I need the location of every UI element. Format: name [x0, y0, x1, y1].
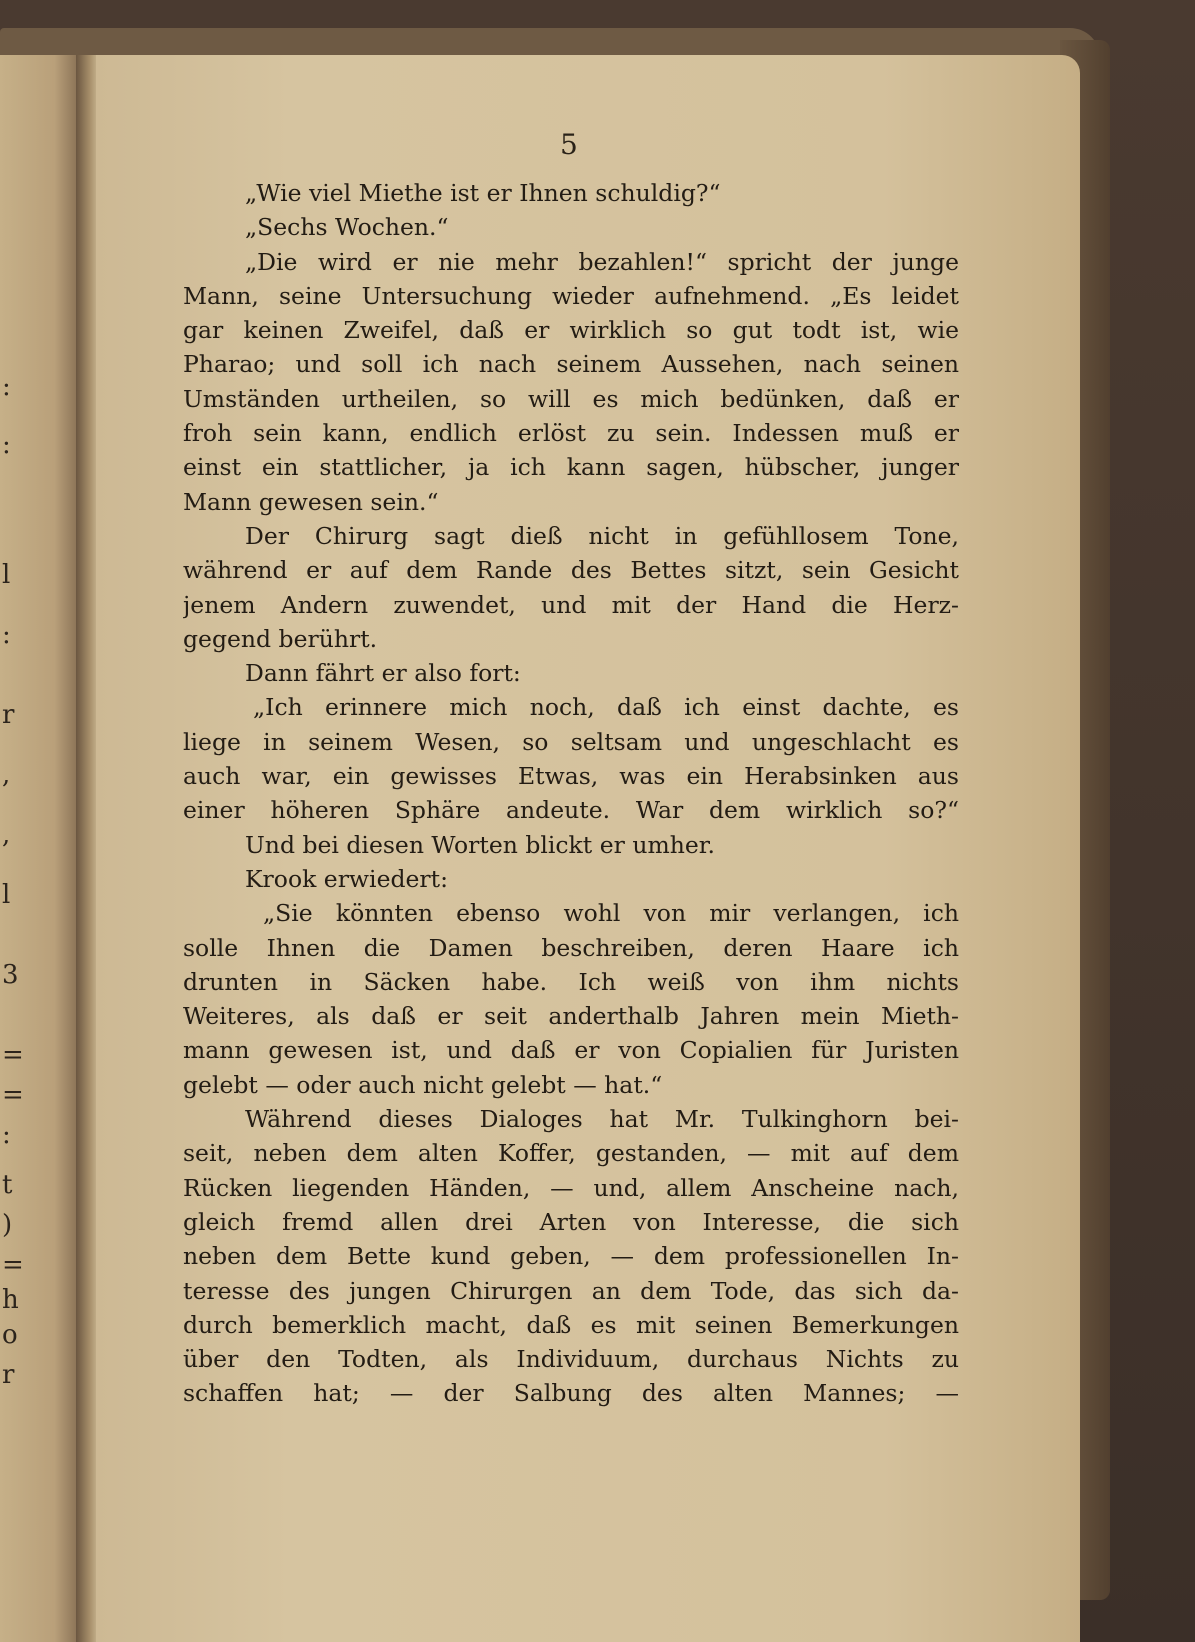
text-line: „Die wird er nie mehr bezahlen!“ spricht der junge: [245, 247, 959, 276]
text-line: teresse des jungen Chirurgen an dem Tode, das sich da-: [183, 1276, 959, 1305]
left-page-glyph: ,: [2, 820, 11, 850]
text-line: Umständen urtheilen, so will es mich bedünken, daß er: [183, 384, 959, 413]
left-page-glyph: :: [2, 1120, 11, 1150]
text-line: solle Ihnen die Damen beschreiben, deren Haare ich: [183, 933, 959, 962]
text-line: gelebt — oder auch nicht gelebt — hat.“: [183, 1070, 663, 1099]
left-page-fragment: [0, 55, 78, 1642]
left-page-glyph: :: [2, 620, 11, 650]
left-page-glyph: =: [2, 1080, 24, 1110]
text-line: gegend berührt.: [183, 624, 378, 653]
text-line: einst ein stattlicher, ja ich kann sagen, hübscher, junger: [183, 453, 959, 482]
text-line: gleich fremd allen drei Arten von Interesse, die sich: [183, 1207, 959, 1236]
text-line: auch war, ein gewisses Etwas, was ein Herabsinken aus: [183, 762, 959, 791]
text-line: Und bei diesen Worten blickt er umher.: [245, 830, 715, 859]
text-line: Rücken liegenden Händen, — und, allem Anscheine nach,: [183, 1173, 959, 1202]
text-line: durch bemerklich macht, daß es mit seinen Bemerkungen: [183, 1310, 959, 1339]
text-line: einer höheren Sphäre andeute. War dem wirklich so?“: [183, 796, 959, 825]
text-line: „Sie könnten ebenso wohl von mir verlangen, ich: [263, 899, 959, 928]
left-page-glyph: ,: [2, 760, 11, 790]
left-page-text-fragments: [0, 55, 24, 1642]
text-line: während er auf dem Rande des Bettes sitzt, sein Gesicht: [183, 556, 959, 585]
left-page-glyph: l: [2, 880, 11, 910]
text-line: schaffen hat; — der Salbung des alten Mannes; —: [183, 1379, 959, 1408]
text-line: über den Todten, als Individuum, durchaus Nichts zu: [183, 1345, 959, 1374]
left-page-glyph: t: [2, 1170, 13, 1200]
text-line: Weiteres, als daß er seit anderthalb Jahren mein Mieth-: [183, 1002, 959, 1031]
text-line: „Ich erinnere mich noch, daß ich einst dachte, es: [253, 693, 959, 722]
text-line: „Sechs Wochen.“: [245, 213, 449, 242]
left-page-glyph: o: [2, 1320, 18, 1350]
left-page-glyph: ): [2, 1210, 13, 1240]
text-line: Mann gewesen sein.“: [183, 487, 439, 516]
text-line: Der Chirurg sagt dieß nicht in gefühllosem Tone,: [245, 521, 959, 550]
left-page-glyph: r: [2, 1360, 15, 1390]
text-line: mann gewesen ist, und daß er von Copialien für Juristen: [183, 1036, 959, 1065]
text-line: gar keinen Zweifel, daß er wirklich so gut todt ist, wie: [183, 316, 959, 345]
text-line: „Wie viel Miethe ist er Ihnen schuldig?“: [245, 179, 721, 207]
left-page-glyph: l: [2, 560, 11, 590]
left-page-glyph: =: [2, 1250, 24, 1280]
text-line: Pharao; und soll ich nach seinem Aussehen, nach seinen: [183, 350, 959, 379]
left-page-glyph: :: [2, 372, 11, 402]
text-line: Krook erwiedert:: [245, 864, 449, 893]
text-line: Mann, seine Untersuchung wieder aufnehmend. „Es leidet: [183, 281, 959, 310]
page-body-text: [183, 176, 959, 1411]
text-line: jenem Andern zuwendet, und mit der Hand die Herz-: [183, 590, 959, 619]
text-line: seit, neben dem alten Koffer, gestanden, — mit auf dem: [183, 1139, 959, 1168]
text-line: drunten in Säcken habe. Ich weiß von ihm nichts: [183, 967, 959, 996]
left-page-glyph: h: [2, 1285, 19, 1315]
book-gutter: [76, 55, 98, 1642]
text-line: liege in seinem Wesen, so seltsam und ungeschlacht es: [183, 727, 959, 756]
left-page-glyph: 3: [2, 960, 19, 990]
left-page-glyph: =: [2, 1040, 24, 1070]
left-page-glyph: :: [2, 430, 11, 460]
text-line: Während dieses Dialoges hat Mr. Tulkinghorn bei-: [245, 1105, 959, 1134]
page-number: 5: [560, 128, 578, 161]
left-page-glyph: r: [2, 700, 15, 730]
text-line: neben dem Bette kund geben, — dem professionellen In-: [183, 1242, 959, 1271]
text-line: Dann fährt er also fort:: [245, 659, 521, 688]
text-line: froh sein kann, endlich erlöst zu sein. Indessen muß er: [183, 419, 959, 448]
